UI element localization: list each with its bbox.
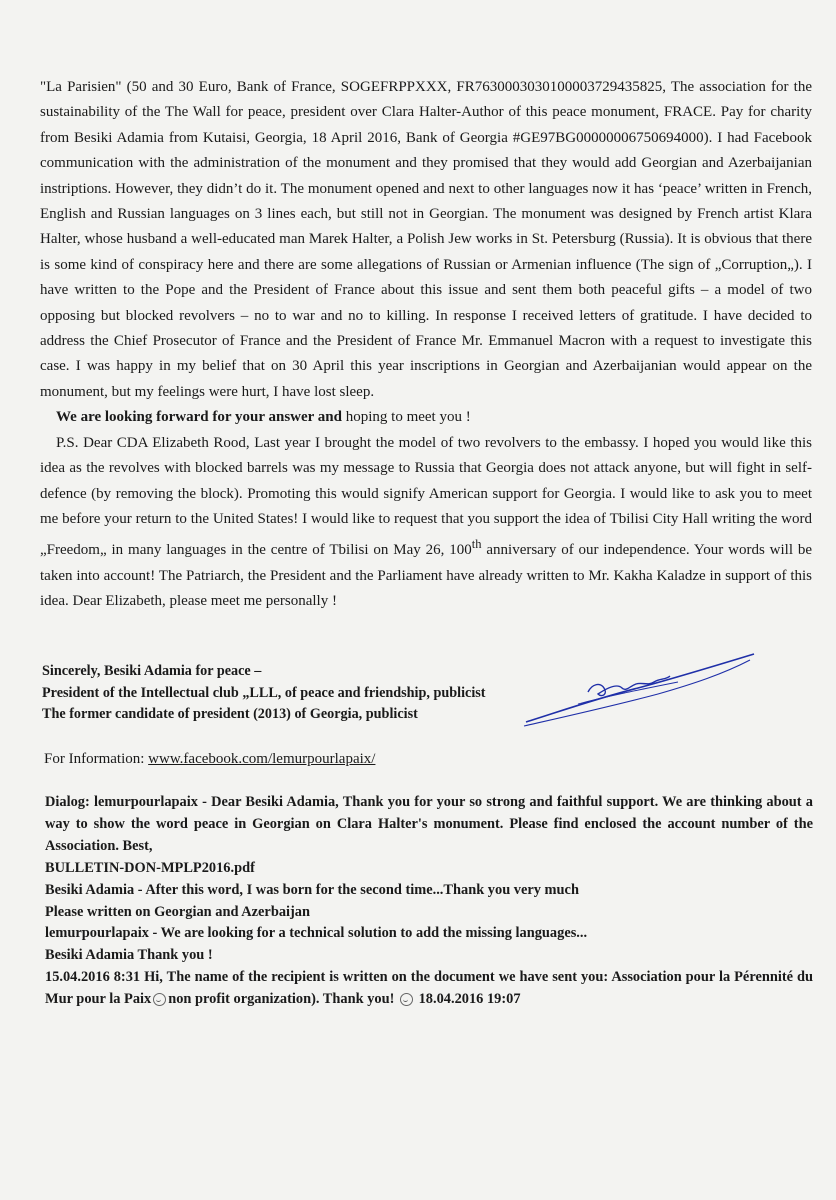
dialog-timestamp-1: 15.04.2016 8:31 [45, 969, 141, 986]
dialog-line-7-text: Hi, The name of the recipient is written on the document we have sent you: Association pour la Pérennité du Mur pour la Paix [45, 969, 814, 1008]
closing-line-candidate: The former candidate of president (2013) of Georgia, publicist [42, 706, 418, 722]
paragraph-ps [40, 431, 812, 615]
closing-line-president: President of the Intellectual club „LLL, of peace and friendship, publicist [42, 684, 486, 701]
dialog-line-7 [45, 967, 813, 1011]
smiley-icon [153, 993, 166, 1006]
dialog-line-3: Besiki Adamia - After this word, I was born for the second time...Thank you very much [45, 881, 579, 898]
dialog-timestamp-2: 18.04.2016 19:07 [415, 991, 521, 1008]
info-label: For Information: [44, 751, 149, 767]
signature-drawing [518, 646, 758, 736]
dialog-line-7-text-end: non profit organization). Thank you! [168, 991, 395, 1008]
paragraph-looking-forward [40, 405, 812, 430]
paragraph-monument: "La Parisien" (50 and 30 Euro, Bank of France, SOGEFRPPXXX, FR7630003030100003729435825, The association for the sustainability of the The Wall for peace, president over Clara Halter-Author of this peace monument, FRACE. Pay for charity from Besiki Adamia from Kutaisi, Georgia, 18 April 2016, Bank of Georgia #GE97BG00000006750694000). I had Facebook communication with the administration of the monument and they promised that they would add Georgian and Azerbaijanian instriptions. However, they didn’t do it. The monument opened and next to other languages now it has ‘peace’ written in French, English and Russian languages on 3 lines each, but still not in Georgian. The monument was designed by French artist Klara Halter, whose husband a well-educated man Marek Halter, a Polish Jew works in St. Petersburg (Russia). It is obvious that there is some kind of conspiracy here and there are some allegations of Russian or Armenian influence (The sign of „Corruption„). I have written to the Pope and the President of France about this issue and sent them both peaceful gifts – a model of two opposing but blocked revolvers – no to war and no to killing. In response I received letters of gratitude. I have decided to address the Chief Prosecutor of France and the President of France Mr. Emmanuel Macron with a request to investigate this case. I was happy in my belief that on 30 April this year inscriptions in Georgian and Azerbaijanian would appear on the monument, but my feelings were hurt, I have lost sleep. [40, 79, 812, 400]
dialog-line-2: BULLETIN-DON-MPLP2016.pdf [45, 859, 255, 876]
ps-text-continued: anniversary of our independence. Your words will be taken into account! The Patriarch, the President and the Parliament have already written to Mr. Kakha Kaladze in support of this idea. Dear Elizabeth, please meet me personally ! [40, 542, 813, 610]
looking-forward-bold: We are looking forward for your answer and [56, 409, 342, 426]
letter-body [40, 75, 812, 615]
dialog-block [45, 792, 813, 1011]
dialog-line-5: lemurpourlapaix - We are looking for a technical solution to add the missing languages... [45, 925, 588, 942]
dialog-line-6: Besiki Adamia Thank you ! [45, 947, 213, 964]
smiley-icon [400, 993, 413, 1006]
facebook-link[interactable]: www.facebook.com/lemurpourlapaix/ [148, 751, 376, 767]
closing-line-sincerely: Sincerely, Besiki Adamia for peace – [42, 663, 262, 679]
handwritten-signature [518, 646, 758, 736]
info-line [44, 748, 375, 770]
dialog-line-4: Please written on Georgian and Azerbaijan [45, 903, 311, 920]
dialog-line-1: Dialog: lemurpourlapaix - Dear Besiki Adamia, Thank you for your so strong and faithful support. We are thinking about a way to show the word peace in Georgian on Clara Halter's monument. Please find enclosed the account number of the Association. Best, [45, 794, 813, 854]
looking-forward-rest: hoping to meet you ! [341, 409, 471, 426]
ps-text: P.S. Dear CDA Elizabeth Rood, Last year I brought the model of two revolvers to the embassy. I hoped you would like this idea as the revolves with blocked barrels was my message to Russia that Georgia does not attack anyone, but will fight in self-defence (by removing the block). Promoting this would signify American support for Georgia. I would like to ask you to meet me before your return to the United States! I would like to request that you support the idea of Tbilisi City Hall writing the word „Freedom„ in many languages in the centre of Tbilisi on May 26, 100 [40, 434, 812, 559]
ps-superscript: th [471, 537, 482, 552]
